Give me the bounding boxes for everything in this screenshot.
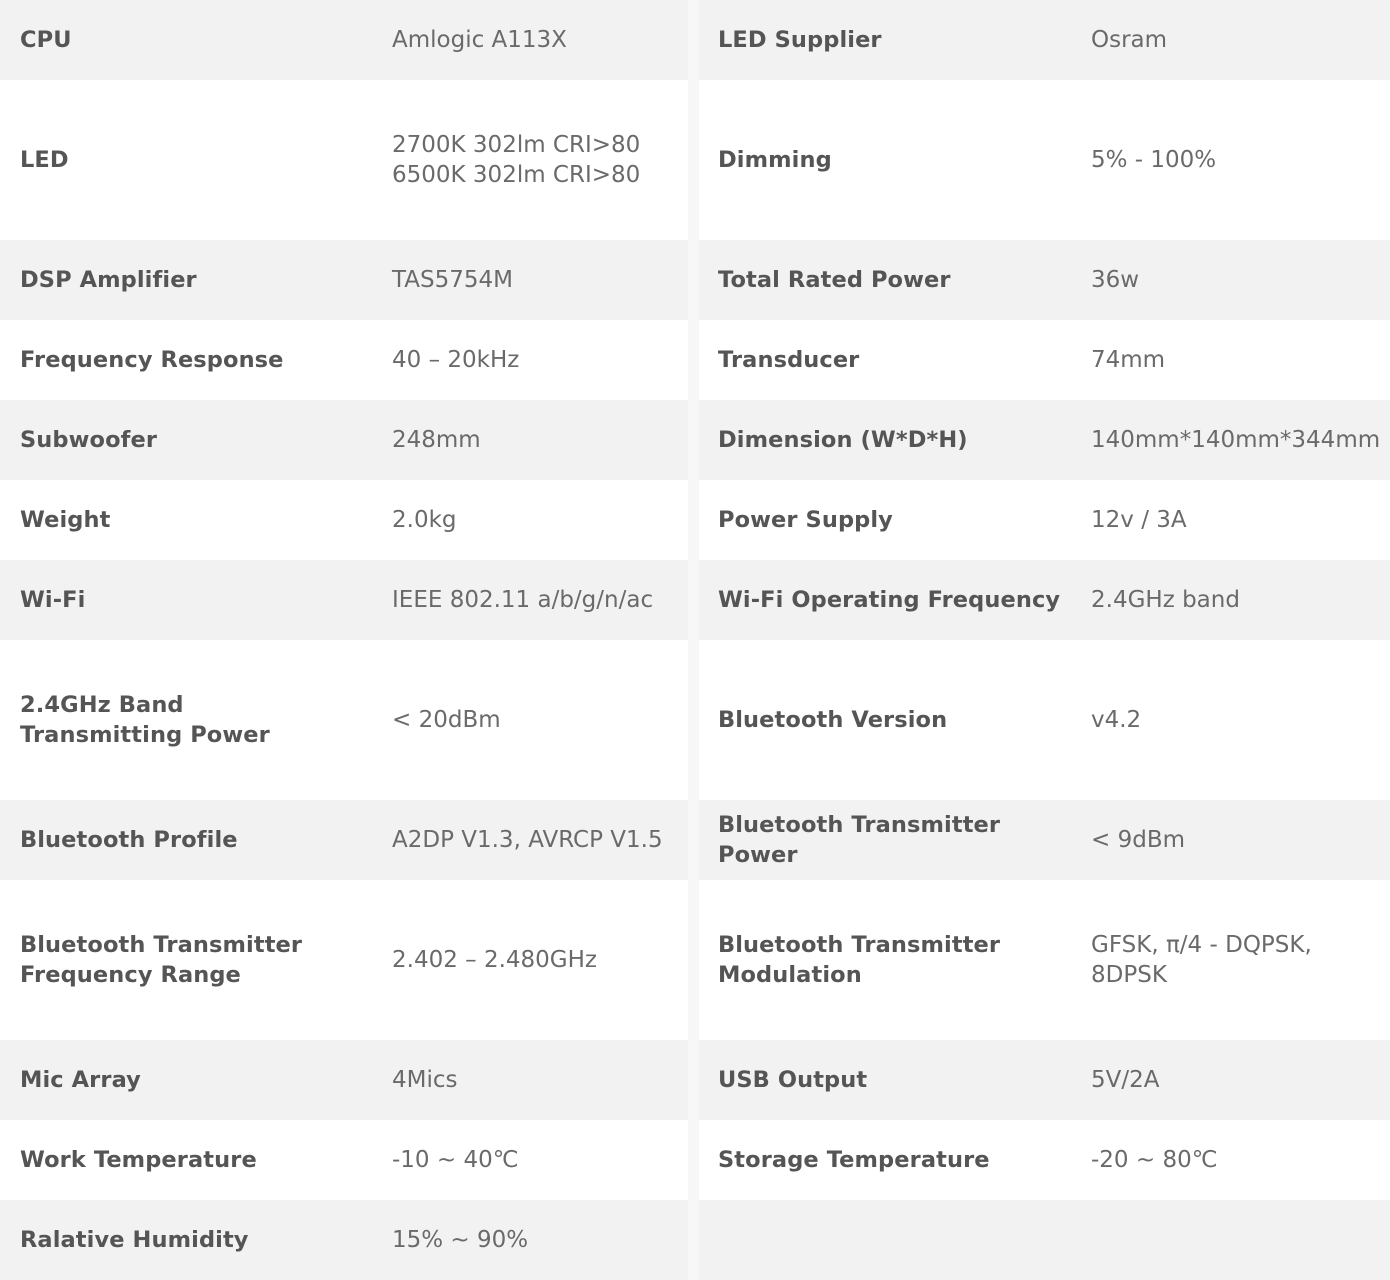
spec-label: Bluetooth Version (718, 707, 948, 733)
spec-cell-right (699, 640, 1390, 800)
spec-label: Work Temperature (20, 1147, 257, 1173)
spec-label: Subwoofer (20, 427, 158, 453)
spec-value: 74mm (1091, 347, 1166, 373)
spec-label: DSP Amplifier (20, 267, 197, 293)
spec-label: Bluetooth Profile (20, 827, 238, 853)
spec-value: GFSK, π/4 - DQPSK, 8DPSK (1091, 932, 1312, 988)
spec-label: Wi-Fi Operating Frequency (718, 587, 1061, 613)
spec-value: 140mm*140mm*344mm (1091, 427, 1381, 453)
spec-label: Bluetooth Transmitter Modulation (718, 932, 1001, 988)
spec-cell-right (699, 400, 1390, 480)
spec-cell-left (0, 240, 688, 320)
spec-row (0, 560, 1390, 640)
spec-value: -10 ~ 40℃ (392, 1147, 519, 1173)
spec-value: 248mm (392, 427, 481, 453)
spec-value: -20 ~ 80℃ (1091, 1147, 1218, 1173)
spec-cell-left (0, 640, 688, 800)
spec-label: LED Supplier (718, 27, 882, 53)
spec-value: < 9dBm (1091, 827, 1185, 853)
spec-row (0, 480, 1390, 560)
spec-value: < 20dBm (392, 707, 501, 733)
spec-label: Dimension (W*D*H) (718, 427, 968, 453)
spec-value: A2DP V1.3, AVRCP V1.5 (392, 827, 663, 853)
spec-row (0, 640, 1390, 800)
spec-value: 36w (1091, 267, 1140, 293)
spec-value: 4Mics (392, 1067, 458, 1093)
spec-value: 12v / 3A (1091, 507, 1187, 533)
spec-cell-left (0, 1040, 688, 1120)
spec-value: IEEE 802.11 a/b/g/n/ac (392, 587, 654, 613)
spec-row (0, 1120, 1390, 1200)
spec-cell-left (0, 1120, 688, 1200)
spec-value: 2.4GHz band (1091, 587, 1240, 613)
spec-row (0, 400, 1390, 480)
spec-cell-left (0, 0, 688, 80)
spec-label: Frequency Response (20, 347, 284, 373)
spec-label: CPU (20, 27, 72, 53)
spec-cell-left (0, 480, 688, 560)
spec-value: 5V/2A (1091, 1067, 1160, 1093)
spec-value: 5% - 100% (1091, 147, 1217, 173)
spec-cell-right (699, 0, 1390, 80)
spec-row (0, 0, 1390, 80)
spec-row (0, 320, 1390, 400)
spec-label: Total Rated Power (718, 267, 951, 293)
spec-cell-left (0, 80, 688, 240)
spec-cell-right (699, 480, 1390, 560)
spec-value: 40 – 20kHz (392, 347, 520, 373)
spec-cell-left (0, 560, 688, 640)
spec-row (0, 1200, 1390, 1280)
spec-label: Mic Array (20, 1067, 141, 1093)
spec-value: Amlogic A113X (392, 27, 567, 53)
spec-value: 15% ~ 90% (392, 1227, 529, 1253)
spec-cell-left (0, 320, 688, 400)
spec-value: TAS5754M (392, 267, 513, 293)
spec-label: 2.4GHz Band Transmitting Power (20, 692, 270, 748)
spec-value: 2.0kg (392, 507, 457, 533)
spec-row (0, 800, 1390, 880)
spec-label: Bluetooth Transmitter Power (718, 812, 1001, 868)
spec-label: Wi-Fi (20, 587, 86, 613)
spec-value: v4.2 (1091, 707, 1142, 733)
spec-cell-right (699, 880, 1390, 1040)
spec-cell-right (699, 80, 1390, 240)
spec-label: Bluetooth Transmitter Frequency Range (20, 932, 303, 988)
spec-label: USB Output (718, 1067, 868, 1093)
spec-cell-right (699, 1040, 1390, 1120)
spec-cell-right (699, 320, 1390, 400)
spec-label: Ralative Humidity (20, 1227, 249, 1253)
spec-label: Transducer (718, 347, 860, 373)
spec-label: Power Supply (718, 507, 893, 533)
spec-label: Storage Temperature (718, 1147, 990, 1173)
spec-row (0, 880, 1390, 1040)
spec-label: Dimming (718, 147, 832, 173)
spec-cell-right (699, 240, 1390, 320)
spec-row (0, 1040, 1390, 1120)
spec-cell-left (0, 400, 688, 480)
spec-label: LED (20, 147, 69, 173)
spec-value: 2700K 302lm CRI>80 6500K 302lm CRI>80 (392, 132, 641, 188)
spec-label: Weight (20, 507, 111, 533)
spec-cell-right (699, 800, 1390, 880)
spec-cell-right (699, 1120, 1390, 1200)
spec-row (0, 80, 1390, 240)
spec-cell-left (0, 1200, 688, 1280)
spec-cell-left (0, 800, 688, 880)
spec-cell-right (699, 1200, 1390, 1280)
spec-row (0, 240, 1390, 320)
spec-cell-left (0, 880, 688, 1040)
spec-cell-right (699, 560, 1390, 640)
spec-value: Osram (1091, 27, 1168, 53)
spec-value: 2.402 – 2.480GHz (392, 947, 598, 973)
